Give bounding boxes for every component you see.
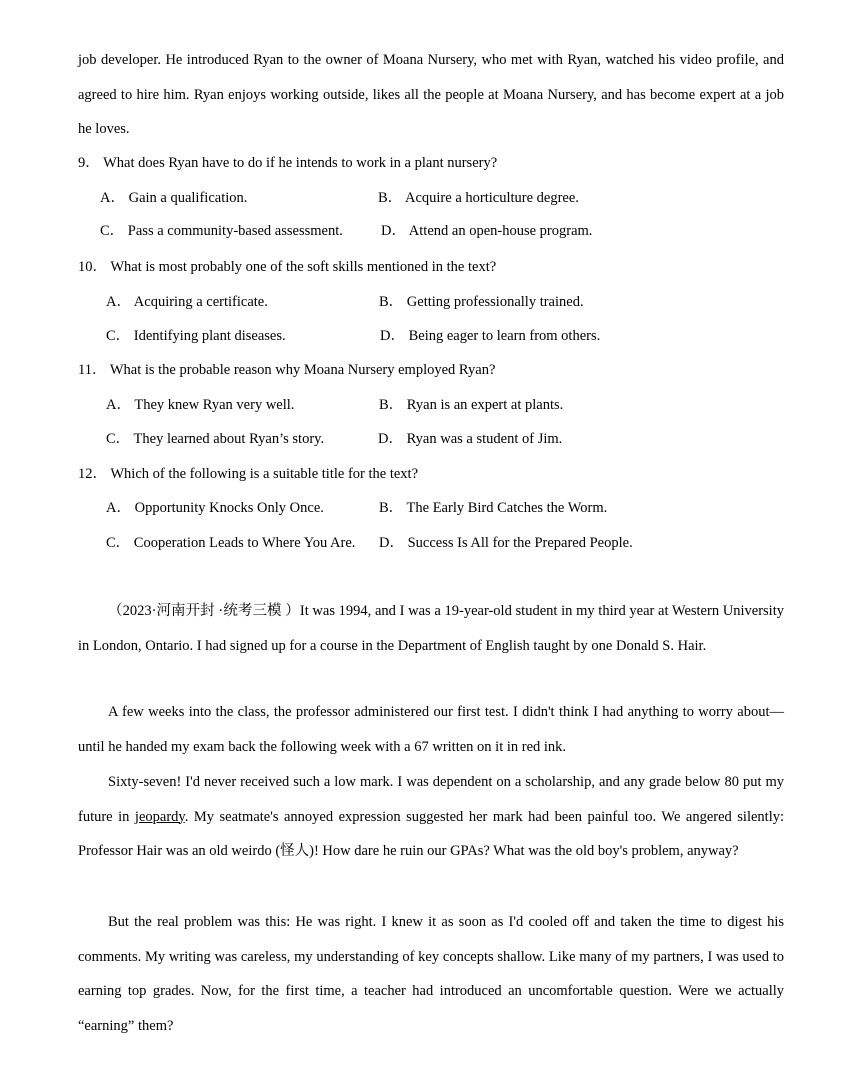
question-11-option-c: C． They learned about Ryan’s story. — [106, 431, 325, 447]
question-9-stem: 9． What does Ryan have to do if he intends to work in a plant nursery? — [78, 155, 498, 171]
question-9-option-a: A． Gain a qualification. — [100, 190, 248, 206]
question-10-option-c: C． Identifying plant diseases. — [106, 328, 286, 344]
passage-source: （2023·河南开封 ·统考三模 ） — [108, 603, 300, 619]
question-9-option-d: D． Attend an open-house program. — [381, 223, 593, 239]
underlined-word: jeopardy — [134, 808, 185, 825]
paragraph-3-text-after: . My seatmate's annoyed expression suggested her mark had been painful too. We angered silently: Professor Hair was an old weirdo (怪人)! How dare he ruin our GPAs? What was the old boy's problem, anyway? — [78, 808, 784, 859]
question-10-option-b: B． Getting professionally trained. — [379, 294, 584, 310]
paragraph-1-text: It was 1994, and I was a 19-year-old student in my third year at Western University in London, Ontario. I had signed up for a course in the Department of English taught by one Donald S. Hair. — [78, 603, 784, 654]
question-9-option-b: B． Acquire a horticulture degree. — [378, 190, 579, 206]
question-12-stem: 12． Which of the following is a suitable title for the text? — [78, 466, 418, 482]
question-12-option-d: D． Success Is All for the Prepared People. — [379, 535, 633, 551]
question-10-stem: 10． What is most probably one of the soft skills mentioned in the text? — [78, 259, 497, 275]
question-10-option-a: A． Acquiring a certificate. — [106, 294, 268, 310]
question-12-option-b: B． The Early Bird Catches the Worm. — [379, 500, 608, 516]
paragraph-3-text-before: Sixty-seven! I'd never received such a low mark. I was dependent on a scholarship, and any grade below 80 put my future in — [78, 774, 784, 825]
question-12-option-a: A． Opportunity Knocks Only Once. — [106, 500, 324, 516]
passage-tail-paragraph: job developer. He introduced Ryan to the owner of Moana Nursery, who met with Ryan, watched his video profile, and agreed to hire him. Ryan enjoys working outside, likes all the people at Moana Nursery, and has become expert at a job he loves. — [78, 52, 784, 137]
question-11-stem: 11． What is the probable reason why Moana Nursery employed Ryan? — [78, 362, 496, 378]
question-11-option-d: D． Ryan was a student of Jim. — [378, 431, 563, 447]
new-passage-paragraph-4: But the real problem was this: He was right. I knew it as soon as I'd cooled off and taken the time to digest his comments. My writing was careless, my understanding of key concepts shallow. Like many of my partners, I was used to earning top grades. Now, for the first time, a teacher had introduced an uncomfortable question. Were we actually “earning” them? — [78, 914, 784, 1034]
question-11-option-a: A． They knew Ryan very well. — [106, 397, 295, 413]
new-passage-paragraph-1 — [78, 594, 784, 663]
question-12-option-c: C． Cooperation Leads to Where You Are. — [106, 535, 356, 551]
question-10-option-d: D． Being eager to learn from others. — [380, 328, 601, 344]
new-passage-paragraph-2: A few weeks into the class, the professor administered our first test. I didn't think I had anything to worry about—until he handed my exam back the following week with a 67 written on it in red ink. — [78, 704, 784, 755]
question-11-option-b: B． Ryan is an expert at plants. — [379, 397, 564, 413]
question-9-option-c: C． Pass a community-based assessment. — [100, 223, 343, 239]
new-passage-paragraph-3 — [78, 765, 784, 869]
